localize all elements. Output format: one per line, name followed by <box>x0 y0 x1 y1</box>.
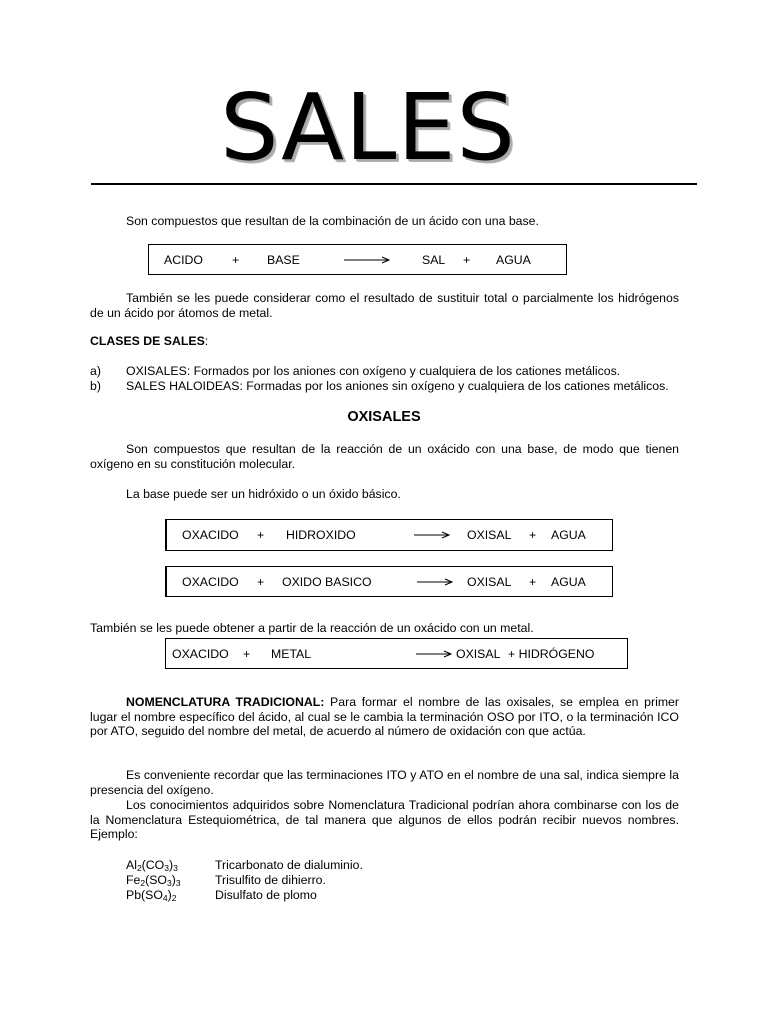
eq-reactant-2: METAL <box>271 646 312 661</box>
eq-product-2: AGUA <box>551 574 586 589</box>
eq-plus-1: + <box>257 574 265 589</box>
example-row <box>126 858 526 873</box>
eq-plus-1: + <box>232 252 240 267</box>
equation-box-oxido-basico <box>165 566 613 597</box>
nomenclatura-text: Para formar el nombre de las oxisales, se emplea en primer lugar el nombre específico del ácido, al cual se le cambia la terminación OSO por ITO, o la terminación ICO por ATO, seguido del nombre del metal, de acuerdo al número de oxidación con que actúa. <box>90 695 679 738</box>
eq-reactant-1: OXACIDO <box>182 527 239 542</box>
also-paragraph: También se les puede considerar como el resultado de sustituir total o parcialmente los hidrógenos de un ácido por átomos de metal. <box>90 291 679 320</box>
base-paragraph: La base puede ser un hidróxido o un óxido básico. <box>126 487 401 501</box>
example-row <box>126 888 526 903</box>
title-divider <box>91 183 697 185</box>
eq-reactant-2: HIDROXIDO <box>286 527 356 542</box>
eq-reactant-1: OXACIDO <box>172 646 229 661</box>
equation-box-main <box>148 244 567 275</box>
eq-reactant-2: BASE <box>267 252 300 267</box>
arrow-icon <box>344 255 390 265</box>
eq-product-1: OXISAL <box>467 574 512 589</box>
eq-plus-1: + <box>257 527 265 542</box>
eq-product-2: AGUA <box>496 252 531 267</box>
eq-product-1: OXISAL <box>456 646 501 661</box>
list-item <box>90 379 690 394</box>
example-formula: $Pb(SO_4)_2$ <box>126 888 177 903</box>
example-formula: $Al_2(CO_3)_3$ <box>126 858 178 873</box>
metal-paragraph: También se les puede obtener a partir de la reacción de un oxácido con un metal. <box>90 621 534 635</box>
eq-plus-2: + <box>529 574 537 589</box>
arrow-icon <box>416 649 452 659</box>
eq-reactant-1: ACIDO <box>164 252 203 267</box>
nomenclatura-paragraph <box>90 695 679 739</box>
example-name: Trisulfito de dihierro. <box>215 873 326 887</box>
list-text: OXISALES: Formados por los aniones con oxígeno y cualquiera de los cationes metálicos. <box>126 364 621 378</box>
eq-plus-2: + <box>463 252 471 267</box>
eq-plus-1: + <box>243 646 251 661</box>
classes-heading <box>90 334 679 349</box>
eq-reactant-2: OXIDO BASICO <box>282 574 372 589</box>
eq-reactant-1: OXACIDO <box>182 574 239 589</box>
example-name: Disulfato de plomo <box>215 888 317 902</box>
eq-plus-2: + <box>529 527 537 542</box>
eq-product-1: SAL <box>422 252 446 267</box>
example-name: Tricarbonato de dialuminio. <box>215 858 363 872</box>
recordar-paragraph: Es conveniente recordar que las terminaciones ITO y ATO en el nombre de una sal, indica siempre la presencia del oxígeno. <box>90 768 679 797</box>
list-item <box>90 364 690 379</box>
list-marker: b) <box>90 379 101 393</box>
example-formula: $Fe_2(SO_3)_3$ <box>126 873 181 888</box>
eq-product-2: AGUA <box>551 527 586 542</box>
oxisales-description: Son compuestos que resultan de la reacción de un oxácido con una base, de modo que tienen oxígeno en su constitución molecular. <box>90 442 679 471</box>
conocimientos-paragraph: Los conocimientos adquiridos sobre Nomenclatura Tradicional podrían ahora combinarse con los de la Nomenclatura Estequiométrica, de tal manera que algunos de ellos podrán recibir nuevos nombres. Ejemplo: <box>90 798 679 841</box>
equation-box-metal <box>165 638 628 669</box>
eq-product-2: + HIDRÓGENO <box>508 646 595 661</box>
list-marker: a) <box>90 364 101 378</box>
example-row <box>126 873 526 888</box>
eq-product-1: OXISAL <box>467 527 512 542</box>
list-text: SALES HALOIDEAS: Formadas por los aniones sin oxígeno y cualquiera de los cationes metálicos. <box>126 379 669 393</box>
arrow-icon <box>417 577 453 587</box>
arrow-icon <box>414 530 450 540</box>
equation-box-hidroxido <box>165 519 613 551</box>
intro-paragraph: Son compuestos que resultan de la combinación de un ácido con una base. <box>126 214 539 228</box>
classes-heading-colon: : <box>204 334 209 348</box>
page-title: SALES <box>220 74 516 181</box>
classes-heading-text: CLASES DE SALES <box>90 334 205 348</box>
nomenclatura-label: NOMENCLATURA TRADICIONAL: <box>126 695 325 709</box>
section-heading-oxisales: OXISALES <box>347 409 421 425</box>
